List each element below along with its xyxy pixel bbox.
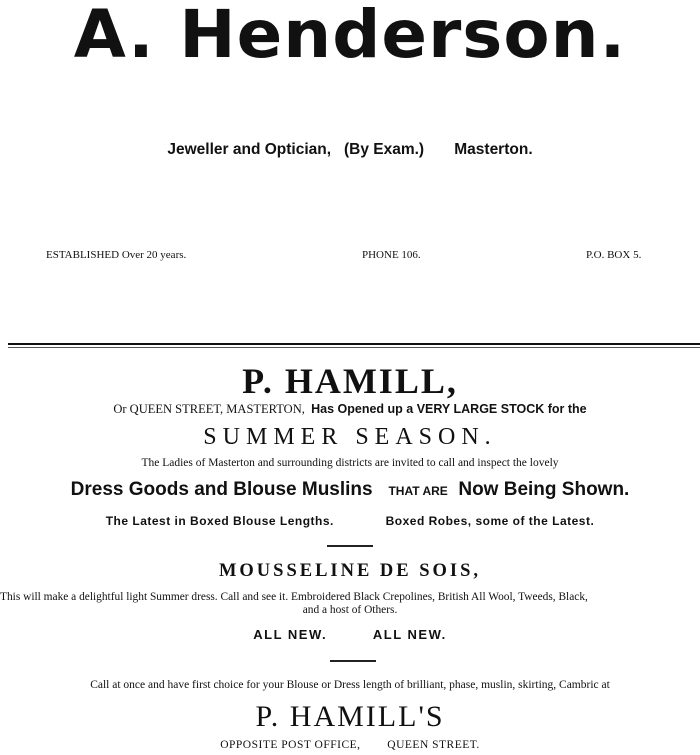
opposite-post-office-line [0, 739, 700, 751]
divider-rule-bottom [8, 347, 700, 348]
henderson-title: A. Henderson. [73, 0, 627, 73]
post-office-text: OPPOSITE POST OFFICE, [220, 739, 361, 751]
hamills-shop-name: P. HAMILL'S [255, 700, 445, 733]
qualification-text: (By Exam.) [343, 141, 425, 158]
all-new-text-1: ALL NEW. [253, 627, 328, 642]
ladies-invitation-text: The Ladies of Masterton and surrounding districts are invited to call and inspect the lovely [141, 457, 559, 469]
dress-goods-text: Dress Goods and Blouse Muslins [70, 479, 373, 500]
all-new-line [0, 627, 700, 642]
address-text: Or QUEEN STREET, MASTERTON, [113, 402, 305, 416]
all-new-text-2: ALL NEW. [372, 627, 447, 642]
trade-text: Jeweller and Optician, [167, 141, 332, 158]
short-rule-1 [327, 545, 373, 547]
po-box-text: P.O. BOX 5. [586, 249, 642, 261]
call-at-once-text: Call at once and have first choice for your Blouse or Dress length of brilliant, phase, muslin, skirting, Cambric at [90, 679, 610, 691]
latest-line [0, 514, 700, 528]
boxed-robes-text: Boxed Robes, some of the Latest. [385, 514, 595, 528]
being-shown-text: Now Being Shown. [458, 479, 630, 500]
opened-text: Has Opened up a VERY LARGE STOCK for the [311, 402, 587, 416]
summer-dress-text: This will make a delightful light Summer dress. Call and see it. Embroidered Black Crepolines, British All Wool, Tweeds, Black, [0, 591, 588, 603]
mousseline-heading: MOUSSELINE DE SOIS, [218, 561, 482, 581]
town-text: Masterton. [454, 141, 533, 158]
phone-text: PHONE 106. [362, 249, 421, 261]
that-are-text: THAT ARE [388, 484, 448, 498]
divider-rule-top [8, 343, 700, 345]
latest-blouse-text: The Latest in Boxed Blouse Lengths. [105, 514, 334, 528]
short-rule-2 [330, 660, 376, 662]
street-text: QUEEN STREET. [387, 739, 480, 751]
jeweller-line [0, 141, 700, 159]
dress-goods-line [0, 479, 700, 501]
host-of-others-text: and a host of Others. [302, 604, 398, 616]
summer-season-heading: SUMMER SEASON. [203, 424, 497, 450]
established-text: ESTABLISHED Over 20 years. [46, 249, 187, 261]
queen-street-line [0, 402, 700, 417]
hamill-title: P. HAMILL, [242, 361, 458, 401]
